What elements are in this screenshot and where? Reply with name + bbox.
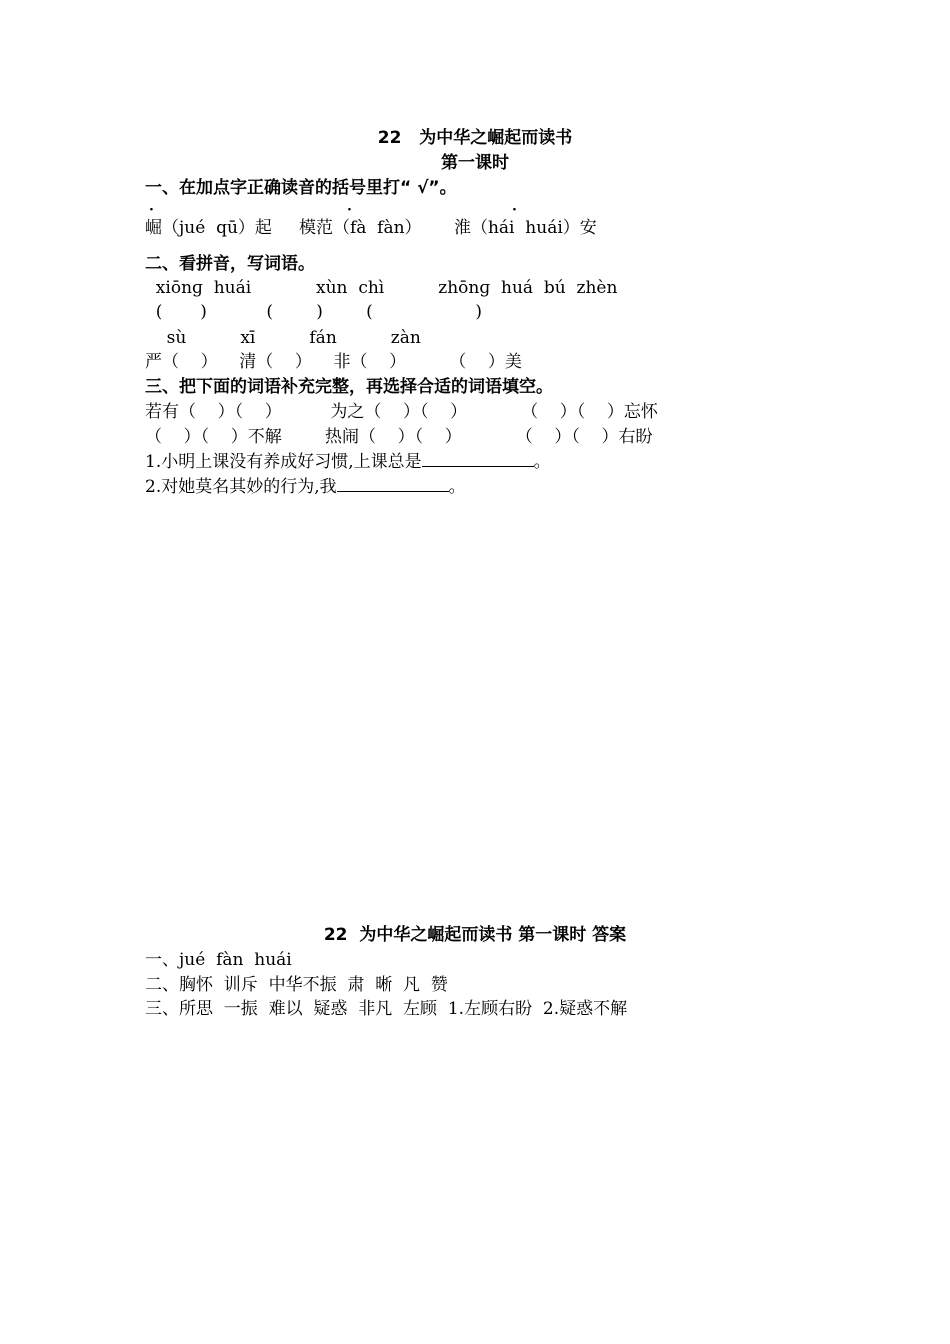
emphasis-dot: · bbox=[149, 202, 154, 218]
section2-heading: 二、看拼音，写词语。 bbox=[145, 254, 315, 274]
blank-row-1: ( ) ( ) ( ) bbox=[145, 302, 483, 322]
pinyin-row-2: sù xī fán zàn bbox=[145, 328, 421, 348]
answers-line-2: 二、胸怀 训斥 中华不振 肃 晰 凡 赞 bbox=[145, 975, 448, 995]
page-title: 22 为中华之崛起而读书 bbox=[377, 128, 573, 148]
blank-row-2: 严（ ） 清（ ） 非（ ） （ ）美 bbox=[145, 352, 522, 372]
fill-row-1: 若有（ ）（ ） 为之（ ）（ ） （ ）（ ）忘怀 bbox=[145, 402, 658, 422]
answer-blank bbox=[422, 452, 534, 467]
fill-row-2: （ ）（ ）不解 热闹（ ）（ ） （ ）（ ）右盼 bbox=[145, 427, 653, 447]
question-2-end: 。 bbox=[448, 477, 466, 497]
question-1 bbox=[145, 452, 551, 472]
lesson-subtitle: 第一课时 bbox=[441, 153, 509, 173]
section1-heading: 一、在加点字正确读音的括号里打“ √”。 bbox=[145, 178, 457, 198]
emphasis-dot: · bbox=[347, 202, 352, 218]
emphasis-dot: · bbox=[512, 202, 517, 218]
question-1-end: 。 bbox=[533, 452, 551, 472]
section1-line: 崛（jué qū）起 模范（fà fàn） 淮（hái huái）安 bbox=[145, 218, 597, 238]
question-1-text: 1.小明上课没有养成好习惯,上课总是 bbox=[145, 452, 422, 472]
pinyin-row-1: xiōnɡ huái xùn chì zhōnɡ huá bú zhèn bbox=[145, 278, 618, 298]
question-2 bbox=[145, 477, 466, 497]
answer-blank bbox=[337, 477, 449, 492]
answers-line-3: 三、所思 一振 难以 疑惑 非凡 左顾 1.左顾右盼 2.疑惑不解 bbox=[145, 999, 628, 1019]
section3-heading: 三、把下面的词语补充完整，再选择合适的词语填空。 bbox=[145, 377, 553, 397]
answers-line-1: 一、jué fàn huái bbox=[145, 950, 292, 970]
question-2-text: 2.对她莫名其妙的行为,我 bbox=[145, 477, 337, 497]
answers-title: 22 为中华之崛起而读书 第一课时 答案 bbox=[323, 925, 627, 945]
